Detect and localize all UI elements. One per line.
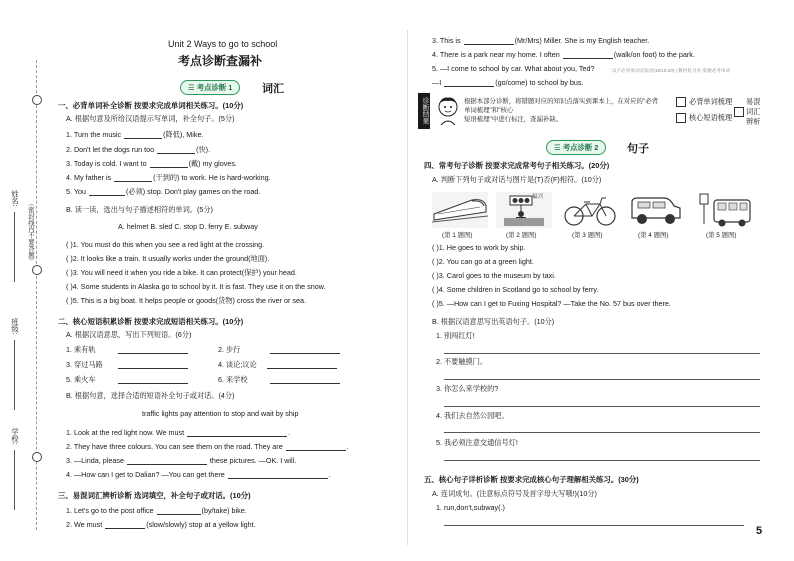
tip-box [418, 93, 763, 129]
section-1b-instr: B. 读一读，选出与句子描述相符的单词。(5分) [66, 205, 213, 214]
judge-item: ( )2. You can go at a green light. [432, 257, 534, 266]
fill-item: —I (go/come) to school by bus. [432, 78, 584, 87]
side-label: 词汇 [746, 107, 761, 116]
phrase-item: 4. 谈论;议论 [218, 360, 338, 369]
answer-line[interactable] [444, 432, 760, 433]
side-label: 辨析 [746, 117, 761, 126]
answer-blank[interactable] [118, 376, 188, 384]
section-2-title: 二、核心短语积累诊断 按要求完成短语相关练习。(10分) [58, 317, 244, 326]
section-5a-instr: A. 连词成句。(注意标点符号及首字母大写哦!)(10分) [432, 489, 597, 498]
side-label: 易混 [746, 97, 761, 106]
judge-item: ( )3. Carol goes to the museum by taxi. [432, 271, 556, 280]
fill-item: 3. —Linda, please these pictures. —OK. I will. [66, 456, 297, 465]
order-item: 1. run,don't,subway(.) [436, 503, 505, 512]
translate-item: 5. 我必须注意交通信号灯! [436, 438, 518, 447]
picture-caption: (第 5 题图) [706, 232, 737, 239]
answer-blank[interactable] [89, 188, 125, 196]
binding-mark [32, 265, 42, 275]
answer-blank[interactable] [228, 471, 328, 479]
bus-picture [696, 192, 752, 228]
picture-caption: (第 1 题图) [442, 232, 473, 239]
answer-line[interactable] [444, 353, 760, 354]
fill-item: 1. Look at the red light now. We must . [66, 428, 291, 437]
tip-text: 短语梳理"中进行标注，查漏补缺。 [464, 116, 563, 123]
fill-item: 1. Let's go to the post office (by/take) bike. [66, 506, 247, 515]
phrase-options: traffic lights pay attention to stop and wait by ship [142, 409, 299, 418]
train-picture [432, 192, 488, 228]
checkbox[interactable] [734, 107, 744, 117]
match-item: ( )5. This is a big boat. It helps people or goods(货物) cross the river or sea. [66, 296, 306, 305]
class-field[interactable] [14, 340, 15, 410]
section-4b-instr: B. 根据汉语意思写出英语句子。(10分) [432, 317, 555, 326]
answer-blank[interactable] [563, 51, 613, 59]
match-item: ( )1. You must do this when you see a red light at the crossing. [66, 240, 265, 249]
tip-text: 根据本部分诊断，将错题对应的知识点落实到课本上，在对应的"必背单词梳理"和"核心 [464, 98, 658, 114]
pill-word: 词汇 [262, 83, 284, 95]
answer-blank[interactable] [270, 346, 340, 354]
answer-blank[interactable] [127, 457, 207, 465]
car-picture [628, 194, 684, 228]
section-2b-instr: B. 根据句意，选择合适的短语补全句子或对话。(4分) [66, 391, 235, 400]
answer-blank[interactable] [270, 376, 340, 384]
main-title: 考点诊断查漏补 [178, 54, 263, 68]
pill-diagnosis-1 [180, 80, 240, 95]
tip-tag: 诊断结果 [418, 93, 430, 129]
seal-note: （密封线内不要答题） [27, 200, 34, 264]
fill-item: 1. Turn the music (降低), Mike. [66, 130, 204, 139]
judge-item: ( )1. He goes to work by ship. [432, 243, 526, 252]
picture-caption: (第 3 题图) [572, 232, 603, 239]
fill-item: 2. We must (slow/slowly) stop at a yellow light. [66, 520, 256, 529]
fill-item: 2. They have three colours. You can see them on the road. They are . [66, 442, 349, 451]
fill-item: 4. There is a park near my home. I often (walk/on foot) to the park. [432, 50, 695, 59]
answer-blank[interactable] [114, 174, 152, 182]
section-2a-instr: A. 根据汉语意思，写出下列短语。(6分) [66, 330, 192, 339]
answer-blank[interactable] [286, 443, 346, 451]
fill-item: 2. Don't let the dogs run too (快). [66, 145, 211, 154]
answer-line[interactable] [444, 379, 760, 380]
pill-diagnosis-2 [546, 140, 606, 155]
answer-blank[interactable] [118, 361, 188, 369]
answer-blank[interactable] [124, 131, 162, 139]
center-divider [407, 30, 408, 545]
phrase-item: 5. 乘火车 [66, 375, 189, 384]
phrase-item: 6. 来学校 [218, 375, 341, 384]
fill-item: 5. You (必须) stop. Don't play games on the road. [66, 187, 261, 196]
school-field[interactable] [14, 450, 15, 510]
section-1a-instr: A. 根据句意及所给汉语提示写单词，补全句子。(5分) [66, 114, 235, 123]
fill-item: 5. —I come to school by car. What about you, Ted? [432, 64, 595, 73]
answer-blank[interactable] [157, 146, 195, 154]
binding-mark [32, 95, 42, 105]
answer-blank[interactable] [118, 346, 188, 354]
answer-blank[interactable] [444, 79, 494, 87]
thinking-kid-icon [434, 95, 462, 127]
judge-item: ( )4. Some children in Scotland go to school by ferry. [432, 285, 599, 294]
unit-title: Unit 2 Ways to go to school [168, 39, 278, 49]
answer-blank[interactable] [187, 429, 287, 437]
reference-note: 以下必背单词及短语(19/19,20) | 教材复习页-掌握必考单词 [612, 68, 731, 73]
name-label: 姓名: [11, 190, 20, 207]
translate-item: 3. 你怎么来学校的? [436, 384, 499, 393]
word-options: A. helmet B. sled C. stop D. ferry E. subway [118, 222, 258, 231]
class-label: 班级: [11, 318, 20, 335]
fill-item: 3. Today is cold. I want to (戴) my gloves. [66, 159, 237, 168]
phrase-item: 3. 穿过马路 [66, 360, 189, 369]
list-icon: ☰ [188, 83, 197, 92]
school-label: 学校: [11, 428, 20, 445]
answer-blank[interactable] [157, 507, 201, 515]
fill-item: 4. My father is (干到的) to work. He is hard-working. [66, 173, 271, 182]
answer-blank[interactable] [105, 521, 145, 529]
match-item: ( )2. It looks like a train. It usually works under the ground(地面). [66, 254, 270, 263]
answer-line[interactable] [444, 525, 744, 526]
translate-item: 4. 我们去自然公园吧。 [436, 411, 509, 420]
checklist-item: 核心短语梳理 [676, 113, 732, 123]
fill-item: 4. —How can I get to Dalian? —You can get there . [66, 470, 331, 479]
judge-item: ( )5. —How can I get to Fuxing Hospital? —Take the No. 57 bus over there. [432, 299, 671, 308]
phrase-item: 1. 乘有轨 [66, 345, 189, 354]
answer-blank[interactable] [464, 37, 514, 45]
translate-item: 2. 不要触摸门。 [436, 357, 488, 366]
sign-text: 福兴 [532, 194, 544, 200]
phrase-item: 2. 步行 [218, 345, 341, 354]
name-field[interactable] [14, 212, 15, 282]
match-item: ( )3. You will need it when you ride a bike. It can protect(保护) your head. [66, 268, 297, 277]
section-5-title: 五、核心句子详析诊断 按要求完成核心句子理解相关练习。(30分) [424, 475, 639, 484]
translate-item: 1. 别闯红灯! [436, 331, 475, 340]
checkbox[interactable] [676, 97, 686, 107]
pill-label: 考点诊断 1 [196, 83, 233, 92]
section-4-title: 四、常考句子诊断 按要求完成常考句子相关练习。(20分) [424, 161, 610, 170]
section-3-title: 三、易混词汇辨析诊断 选词填空，补全句子或对话。(10分) [58, 491, 251, 500]
binding-mark [32, 452, 42, 462]
match-item: ( )4. Some students in Alaska go to school by it. It is fast. They use it on the snow. [66, 282, 326, 291]
answer-line[interactable] [444, 460, 760, 461]
pill-label: 考点诊断 2 [562, 143, 599, 152]
picture-caption: (第 4 题图) [638, 232, 669, 239]
answer-line[interactable] [444, 406, 760, 407]
traffic-light-picture [496, 192, 552, 228]
section-1-title: 一、必背单词补全诊断 按要求完成单词相关练习。(10分) [58, 101, 244, 110]
pill-word: 句子 [627, 143, 649, 155]
section-4a-instr: A. 判断下列句子或对话与图片是(T)否(F)相符。(10分) [432, 175, 602, 184]
answer-blank[interactable] [267, 361, 337, 369]
picture-caption: (第 2 题图) [506, 232, 537, 239]
bicycle-picture [562, 194, 618, 228]
list-icon: ☰ [554, 143, 563, 152]
fill-item: 3. This is (Mr/Mrs) Miller. She is my English teacher. [432, 36, 650, 45]
checklist-item: 必背单词梳理 [676, 97, 732, 107]
answer-blank[interactable] [150, 160, 188, 168]
checkbox[interactable] [676, 113, 686, 123]
page-number: 5 [756, 525, 763, 537]
